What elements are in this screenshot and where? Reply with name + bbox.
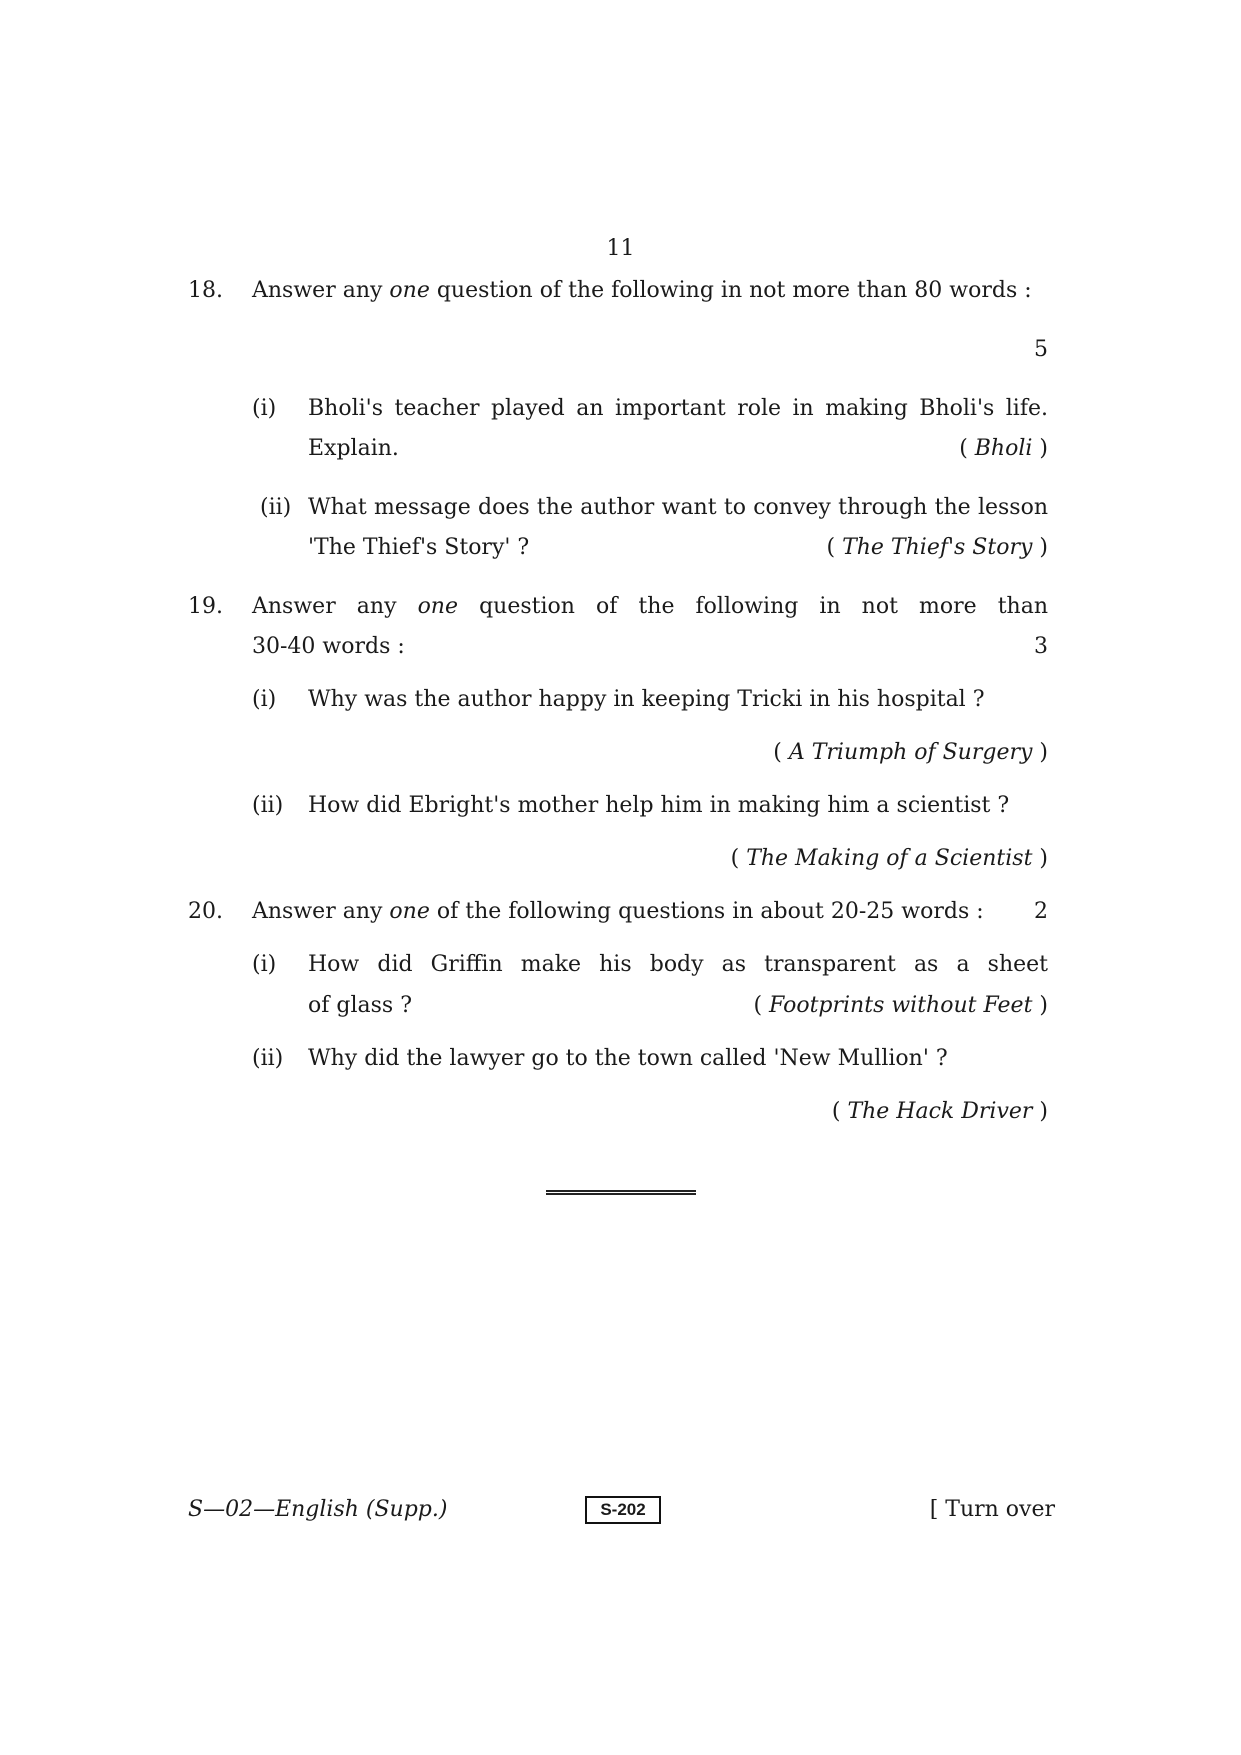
end-divider — [546, 1190, 696, 1195]
question-20-part-ii-label: (ii) — [252, 1046, 284, 1071]
page-number: 11 — [606, 236, 635, 261]
question-18-part-ii-source: ( The Thief's Story ) — [826, 535, 1048, 560]
question-19-part-i-source: ( A Triumph of Surgery ) — [773, 740, 1048, 765]
question-19-part-ii-text: How did Ebright's mother help him in making him a scientist ? — [308, 793, 1010, 818]
question-19-stem: Answer any one question of the following in not more than — [252, 594, 1048, 619]
question-18-part-i-source: ( Bholi ) — [959, 436, 1048, 461]
question-20-part-i-text: How did Griffin make his body as transparent as a sheet — [308, 952, 1048, 977]
question-20-part-i-text-line2: of glass ? — [308, 993, 412, 1018]
question-18-part-ii-text-line2: 'The Thief's Story' ? — [308, 535, 530, 560]
footer-subject: S—02—English (Supp.) — [188, 1497, 448, 1522]
footer-paper-code: S-202 — [585, 1496, 661, 1524]
question-19-part-ii-source: ( The Making of a Scientist ) — [730, 846, 1048, 871]
question-19-part-i-label: (i) — [252, 687, 277, 712]
question-19-marks: 3 — [1034, 634, 1048, 659]
question-19-part-i-text: Why was the author happy in keeping Tricki in his hospital ? — [308, 687, 985, 712]
question-19-number: 19. — [188, 594, 223, 619]
question-18-marks: 5 — [1034, 337, 1048, 362]
question-20-part-i-label: (i) — [252, 952, 277, 977]
question-18-part-i-text-line2: Explain. — [308, 436, 399, 461]
question-20-part-i-source: ( Footprints without Feet ) — [753, 993, 1048, 1018]
question-20-number: 20. — [188, 899, 223, 924]
question-18-part-i-text: Bholi's teacher played an important role in making Bholi's life. — [308, 396, 1048, 421]
question-20-part-ii-source: ( The Hack Driver ) — [831, 1099, 1048, 1124]
question-18-stem: Answer any one question of the following in not more than 80 words : — [252, 278, 1032, 303]
question-18-part-i-label: (i) — [252, 396, 277, 421]
question-20-marks: 2 — [1034, 899, 1048, 924]
footer-turn-over: [ Turn over — [929, 1497, 1055, 1522]
question-19-part-ii-label: (ii) — [252, 793, 284, 818]
question-20-part-ii-text: Why did the lawyer go to the town called 'New Mullion' ? — [308, 1046, 948, 1071]
question-20-stem: Answer any one of the following questions in about 20-25 words : — [252, 899, 984, 924]
question-19-stem-line2: 30-40 words : — [252, 634, 405, 659]
question-18-number: 18. — [188, 278, 223, 303]
question-18-part-ii-text: What message does the author want to convey through the lesson — [308, 495, 1048, 520]
question-18-part-ii-label: (ii) — [260, 495, 292, 520]
